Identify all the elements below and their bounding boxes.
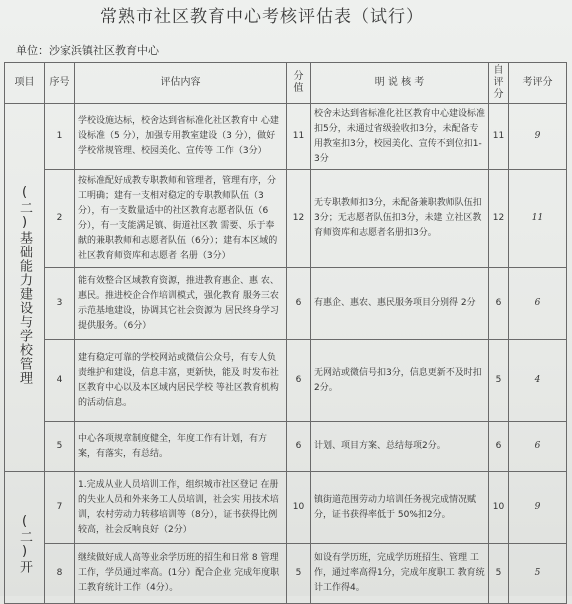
row-exam-score: 4 bbox=[509, 340, 567, 422]
row-score: 6 bbox=[287, 268, 311, 340]
assessment-table bbox=[4, 62, 567, 604]
row-content: 1.完成从业人员培训工作，组织城市社区登记 在册的失业人员和外来务工人员培训，社会实 用技术培训，农村劳动力转移培训等（8分），证书获得比例较高，社会反响良好（2分） bbox=[75, 472, 287, 544]
row-score: 10 bbox=[287, 472, 311, 544]
row-score: 5 bbox=[287, 544, 311, 604]
table-row bbox=[5, 170, 567, 268]
row-exam-score: 6 bbox=[509, 422, 567, 472]
header-exam: 考评分 bbox=[509, 63, 567, 104]
row-self-score: 10 bbox=[489, 472, 509, 544]
row-score: 12 bbox=[287, 170, 311, 268]
row-score: 6 bbox=[287, 422, 311, 472]
header-seq: 序号 bbox=[45, 63, 75, 104]
row-explain: 计划、项目方案、总结每项2分。 bbox=[311, 422, 489, 472]
row-seq: 4 bbox=[45, 340, 75, 422]
row-exam-score: 5 bbox=[509, 544, 567, 604]
row-seq: 3 bbox=[45, 268, 75, 340]
page-title: 常熟市社区教育中心考核评估表（试行） bbox=[100, 7, 424, 27]
row-exam-score: 9 bbox=[509, 472, 567, 544]
row-content: 按标准配好成教专职教师和管理者，管理有序，分工明确；建有一支相对稳定的专职教师队伍（3分），有一支数量适中的社区教育志愿者队伍（6分），有一支能满足镇、街道社区教 需要、乐于奉献的兼职教师和志愿者队伍（6分）；建有本区域的社区教育师资库和志愿者 名册（3分） bbox=[75, 170, 287, 268]
row-content: 学校设施达标，校舍达到省标准化社区教育中 心建设标准（5 分），加强专用教室建设（3 分），做好学校常规管理、校园美化、宣传等 工作（3分） bbox=[75, 104, 287, 170]
row-exam-score: 6 bbox=[509, 268, 567, 340]
row-self-score: 12 bbox=[489, 170, 509, 268]
row-explain: 有惠企、惠农、惠民服务项目分别得 2分 bbox=[311, 268, 489, 340]
row-self-score: 5 bbox=[489, 340, 509, 422]
header-project: 项目 bbox=[5, 63, 45, 104]
header-score: 分值 bbox=[287, 63, 311, 104]
header-self: 自评分 bbox=[489, 63, 509, 104]
row-score: 6 bbox=[287, 340, 311, 422]
row-score: 11 bbox=[287, 104, 311, 170]
row-exam-score: 9 bbox=[509, 104, 567, 170]
section-cell bbox=[5, 472, 45, 604]
table-row bbox=[5, 268, 567, 340]
row-self-score: 6 bbox=[489, 268, 509, 340]
row-seq: 2 bbox=[45, 170, 75, 268]
row-explain: 如设有学历班，完成学历班招生、管理 工作，通过率高得1分，完成年度职工 教育统计工作得4。 bbox=[311, 544, 489, 604]
table-header-row bbox=[5, 63, 567, 104]
row-content: 建有稳定可靠的学校网站或微信公众号，有专人负责维护和建设，信息丰富，更新快，能及 时发布社区教育中心以及本区域内居民学校 等社区教育机构的活动信息。 bbox=[75, 340, 287, 422]
row-explain: 无网站或微信号扣3分，信息更新不及时扣2分。 bbox=[311, 340, 489, 422]
row-exam-score: 11 bbox=[509, 170, 567, 268]
row-explain: 镇街道范围劳动力培训任务视完成情况赋分，证书获得率低于 50%扣2分。 bbox=[311, 472, 489, 544]
row-seq: 1 bbox=[45, 104, 75, 170]
unit-label: 单位：沙家浜镇社区教育中心 bbox=[16, 44, 159, 57]
table-row bbox=[5, 422, 567, 472]
section-cell bbox=[5, 104, 45, 472]
row-content: 继续做好成人高等业余学历班的招生和日常 8 管理工作，学员通过率高。(1分）配合企业 完成年度职工教育统计工作（4分）。 bbox=[75, 544, 287, 604]
row-explain: 无专职教师扣3分，未配备兼职教师队伍扣3分；无志愿者队伍扣3分，未建 立社区教育师资库和志愿者名册扣3分。 bbox=[311, 170, 489, 268]
row-content: 中心各项规章制度健全，年度工作有计划，有方案，有落实，有总结。 bbox=[75, 422, 287, 472]
row-explain: 校舍未达到省标准化社区教育中心建设标准扣5分，未通过省级验收扣3分，未配备专用教室扣3分，校园美化、宣传不到位扣1-3分 bbox=[311, 104, 489, 170]
row-self-score: 11 bbox=[489, 104, 509, 170]
section-label: (二)开 bbox=[17, 514, 32, 574]
row-seq: 7 bbox=[45, 472, 75, 544]
table-row bbox=[5, 340, 567, 422]
header-explain: 明 说 核 考 bbox=[311, 63, 489, 104]
row-seq: 5 bbox=[45, 422, 75, 472]
header-content: 评估内容 bbox=[75, 63, 287, 104]
section-label: (二)基础能力建设与学校管理 bbox=[17, 184, 32, 385]
row-seq: 8 bbox=[45, 544, 75, 604]
row-self-score: 5 bbox=[489, 544, 509, 604]
row-content: 能有效整合区域教育资源，推进教育惠企、惠 农、惠民。推进校企合作培训模式，强化教育 服务三农示范基地建设，协调其它社会资源为 居民终身学习提供服务。（6分） bbox=[75, 268, 287, 340]
table-row bbox=[5, 544, 567, 604]
row-self-score: 6 bbox=[489, 422, 509, 472]
table-row bbox=[5, 472, 567, 544]
table-row bbox=[5, 104, 567, 170]
